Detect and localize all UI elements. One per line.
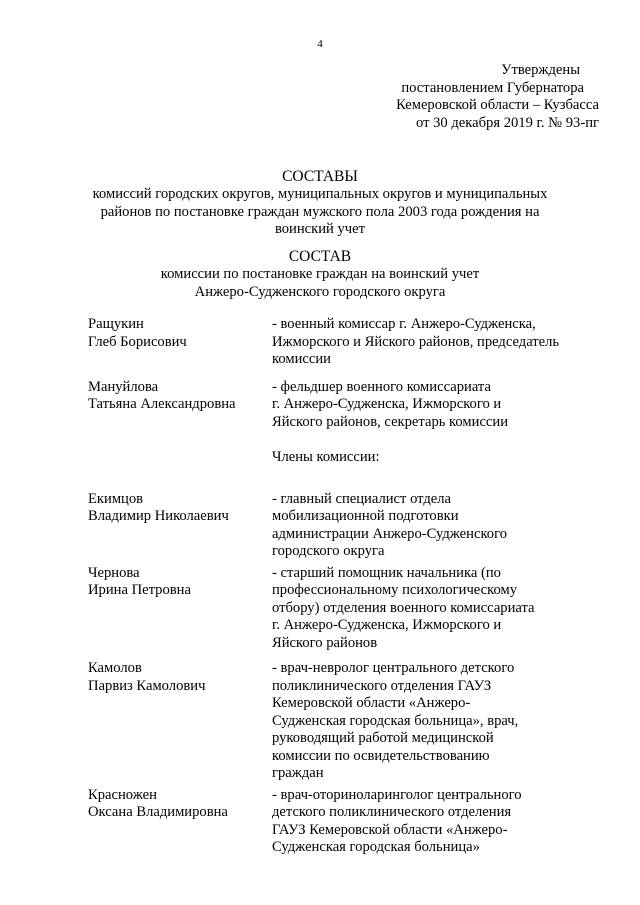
member-role bbox=[272, 379, 568, 432]
approval-line: от 30 декабря 2019 г. № 93-пг bbox=[416, 114, 599, 131]
member-list bbox=[88, 316, 568, 857]
member-name bbox=[88, 565, 272, 600]
member-given-names: Татьяна Александровна bbox=[88, 396, 236, 412]
role-line: г. Анжеро-Судженска, Ижморского и bbox=[272, 617, 502, 633]
member-role bbox=[272, 491, 568, 561]
commission-subtitle-line: комиссии по постановке граждан на воинский учет bbox=[160, 266, 480, 282]
role-line: отбору) отделения военного комиссариата bbox=[272, 599, 535, 616]
role-line: администрации Анжеро-Судженского bbox=[272, 525, 508, 542]
member-surname: Красножен bbox=[88, 786, 157, 803]
member-surname: Камолов bbox=[88, 660, 142, 676]
role-line: Яйского районов bbox=[272, 634, 378, 651]
role-line: Кемеровской области «Анжеро- bbox=[272, 695, 471, 711]
role-line: - врач-оториноларинголог центрального bbox=[272, 786, 522, 803]
role-line: Ижморского и Яйского районов, председатель bbox=[272, 333, 560, 350]
member-entry bbox=[88, 491, 568, 561]
member-entry bbox=[88, 565, 568, 653]
approval-line: Кемеровской области – Кузбасса bbox=[396, 97, 599, 113]
composition-heading: СОСТАВЫ bbox=[282, 168, 358, 185]
composition-subtitle-line: воинский учет bbox=[274, 221, 366, 237]
member-entry bbox=[88, 787, 568, 857]
composition-subtitle-line: районов по постановке граждан мужского пола 2003 года рождения на bbox=[100, 203, 540, 220]
member-name bbox=[88, 787, 272, 822]
member-entry bbox=[88, 379, 568, 432]
role-line: поликлинического отделения ГАУЗ bbox=[272, 677, 492, 694]
member-entry bbox=[88, 316, 568, 369]
member-given-names: Владимир Николаевич bbox=[88, 508, 229, 524]
role-line: ГАУЗ Кемеровской области «Анжеро- bbox=[272, 821, 508, 838]
role-line: Судженская городская больница», врач, bbox=[272, 712, 519, 729]
member-name bbox=[88, 379, 272, 414]
page-number: 4 bbox=[317, 38, 323, 50]
role-line: детского поликлинического отделения bbox=[272, 804, 512, 820]
member-given-names: Оксана Владимировна bbox=[88, 804, 228, 820]
member-name bbox=[88, 316, 272, 351]
member-given-names: Парвиз Камолович bbox=[88, 677, 206, 694]
role-line: Яйского районов, секретарь комиссии bbox=[272, 413, 509, 430]
role-line: комиссии по освидетельствованию bbox=[272, 747, 490, 764]
member-name bbox=[88, 660, 272, 695]
member-entry bbox=[88, 660, 568, 783]
role-line: - врач-невролог центрального детского bbox=[272, 660, 515, 676]
role-line: профессиональному психологическому bbox=[272, 582, 518, 598]
role-line: граждан bbox=[272, 765, 324, 781]
commission-heading: СОСТАВ bbox=[288, 248, 352, 265]
member-role bbox=[272, 787, 568, 857]
role-line: руководящий работой медицинской bbox=[272, 730, 494, 746]
member-given-names: Глеб Борисович bbox=[88, 333, 187, 350]
role-line: мобилизационной подготовки bbox=[272, 508, 459, 524]
role-line: - старший помощник начальника (по bbox=[272, 564, 501, 581]
member-role bbox=[272, 565, 568, 653]
role-line: - фельдшер военного комиссариата bbox=[272, 378, 491, 395]
member-surname: Мануйлова bbox=[88, 378, 159, 395]
composition-subtitle-line: комиссий городских округов, муниципальных округов и муниципальных bbox=[92, 186, 548, 202]
members-label: Члены комиссии: bbox=[272, 449, 380, 465]
member-given-names: Ирина Петровна bbox=[88, 582, 191, 598]
approval-line: Утверждены bbox=[501, 62, 580, 78]
composition-title-block bbox=[0, 168, 640, 239]
member-role bbox=[272, 316, 568, 369]
commission-title-block bbox=[0, 248, 640, 301]
role-line: комиссии bbox=[272, 351, 331, 367]
role-line: г. Анжеро-Судженска, Ижморского и bbox=[272, 396, 502, 412]
member-surname: Чернова bbox=[88, 564, 140, 581]
member-surname: Екимцов bbox=[88, 490, 144, 507]
role-line: городского округа bbox=[272, 543, 385, 559]
approval-block bbox=[0, 62, 640, 132]
member-role bbox=[272, 660, 568, 783]
role-line: - военный комиссар г. Анжеро-Судженска, bbox=[272, 316, 536, 332]
role-line: - главный специалист отдела bbox=[272, 490, 452, 507]
commission-subtitle-line: Анжеро-Судженского городского округа bbox=[194, 283, 446, 300]
approval-line: постановлением Губернатора bbox=[401, 79, 584, 96]
role-line: Судженская городская больница» bbox=[272, 839, 480, 855]
member-name bbox=[88, 491, 272, 526]
member-surname: Ращукин bbox=[88, 316, 144, 332]
